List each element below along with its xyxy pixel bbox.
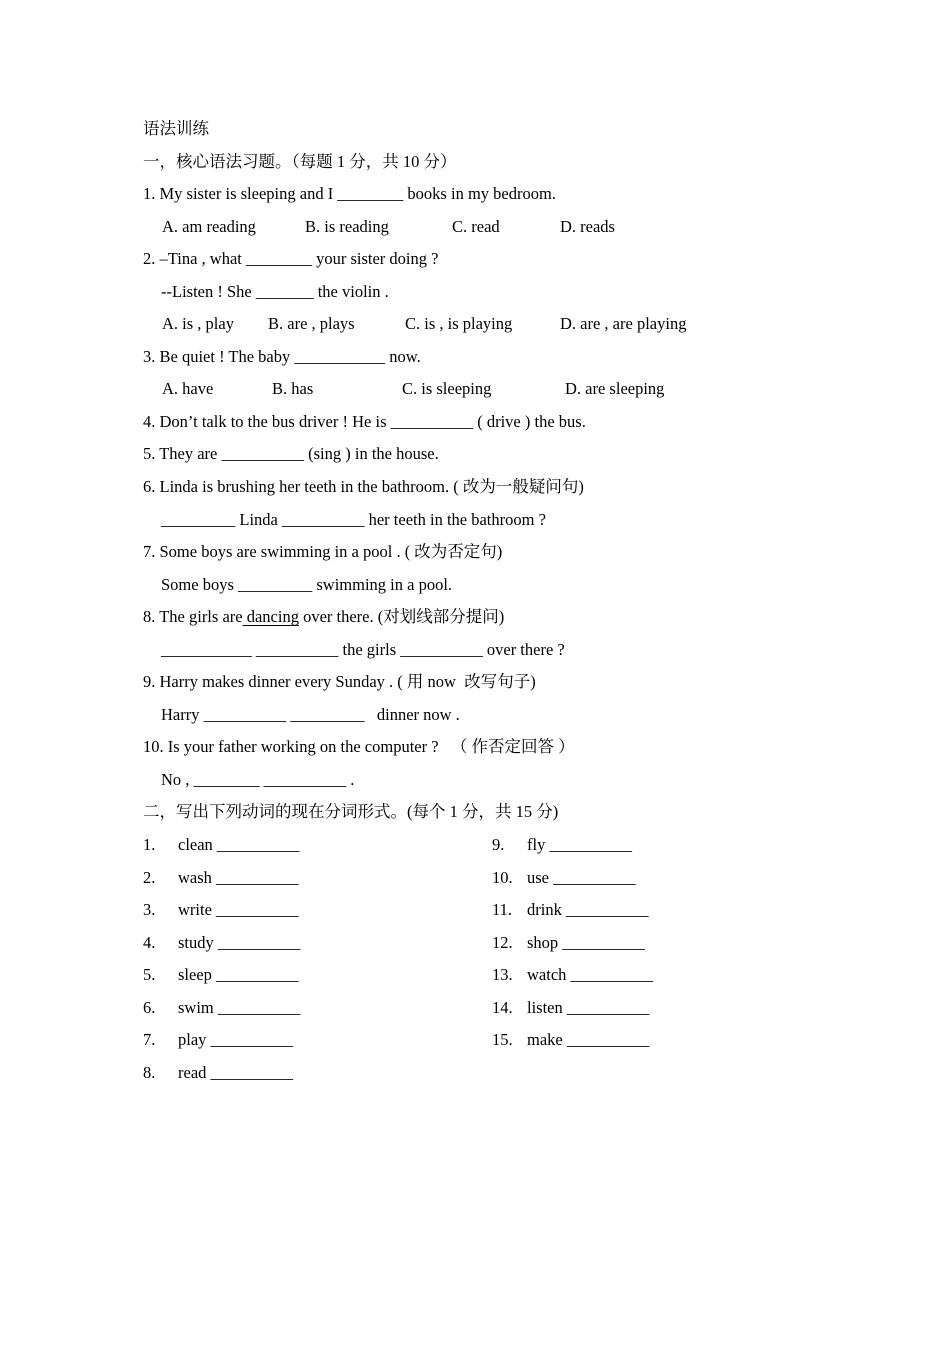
verb-number: 6. [143,997,156,1017]
verb-item-shop: shop __________ [527,932,645,952]
q1-options-row [0,211,950,244]
q8-answer-line: ___________ __________ the girls __________ over there ? [161,639,565,659]
verb-item-use: use __________ [527,867,636,887]
document-title: 语法训练 [143,119,209,138]
q3-option-b: B. has [272,379,314,399]
verb-number: 7. [143,1030,156,1050]
verb-number: 3. [143,900,156,920]
verb-number: 9. [492,835,505,855]
verb-item-sleep: sleep __________ [178,965,299,985]
q2-stem-line2: --Listen ! She _______ the violin . [161,281,389,301]
q7-stem-line1: 7. Some boys are swimming in a pool . ( 改为否定句) [143,542,503,562]
verb-number: 13. [492,965,513,985]
q7-answer-line: Some boys _________ swimming in a pool. [161,574,453,594]
verb-row-7 [0,1024,950,1057]
q6-answer-line: _________ Linda __________ her teeth in the bathroom ? [161,509,546,529]
q1-option-b: B. is reading [305,216,389,236]
verb-number: 12. [492,932,513,952]
q4-stem: 4. Don’t talk to the bus driver ! He is __________ ( drive ) the bus. [143,411,586,431]
q8-stem-post: over there. (对划线部分提问) [298,607,505,627]
verb-row-4 [0,927,950,960]
q9-answer-line: Harry __________ _________ dinner now . [161,704,460,724]
q2-stem-line1: 2. –Tina , what ________ your sister doing ? [143,249,439,269]
q3-stem: 3. Be quiet ! The baby ___________ now. [143,346,421,366]
verb-row-2 [0,862,950,895]
verb-item-study: study __________ [178,932,301,952]
section2-heading: 二，写出下列动词的现在分词形式。(每个 1 分，共 15 分) [143,802,559,822]
verb-row-8 [0,1057,950,1090]
verb-item-fly: fly __________ [527,835,632,855]
q9-stem-line1: 9. Harry makes dinner every Sunday . ( 用 now 改写句子) [143,672,536,692]
q3-option-a: A. have [162,379,214,399]
q1-option-a: A. am reading [162,216,256,236]
verb-number: 2. [143,867,156,887]
verb-number: 15. [492,1030,513,1050]
q8-underlined-word: dancing [242,607,299,627]
q2-option-b: B. are , plays [268,314,355,334]
q2-options-row [0,308,950,341]
verb-row-5 [0,959,950,992]
q8-stem-line1 [0,601,950,634]
q8-stem-pre: 8. The girls are [143,607,243,627]
verb-number: 1. [143,835,156,855]
verb-number: 10. [492,867,513,887]
document-body [0,113,950,1089]
verb-item-drink: drink __________ [527,900,649,920]
q1-option-d: D. reads [560,216,615,236]
q3-option-d: D. are sleeping [565,379,665,399]
verb-item-read: read __________ [178,1062,294,1082]
q5-stem: 5. They are __________ (sing ) in the house. [143,444,439,464]
verb-item-watch: watch __________ [527,965,654,985]
verb-item-swim: swim __________ [178,997,301,1017]
verb-number: 5. [143,965,156,985]
verb-number: 8. [143,1062,156,1082]
q2-option-a: A. is , play [162,314,234,334]
q2-option-c: C. is , is playing [405,314,513,334]
verb-item-wash: wash __________ [178,867,299,887]
q10-answer-line: No , ________ __________ . [161,769,355,789]
verb-item-make: make __________ [527,1030,650,1050]
verb-number: 4. [143,932,156,952]
verb-number: 14. [492,997,513,1017]
q2-option-d: D. are , are playing [560,314,687,334]
q6-stem-line1: 6. Linda is brushing her teeth in the bathroom. ( 改为一般疑问句) [143,477,584,497]
verb-item-play: play __________ [178,1030,294,1050]
verb-item-listen: listen __________ [527,997,650,1017]
verb-row-1 [0,829,950,862]
q1-stem: 1. My sister is sleeping and I ________ books in my bedroom. [143,184,556,204]
q3-option-c: C. is sleeping [402,379,492,399]
verb-row-3 [0,894,950,927]
q1-option-c: C. read [452,216,500,236]
verb-row-6 [0,992,950,1025]
verb-number: 11. [492,900,513,920]
section1-heading: 一，核心语法习题。（每题 1 分，共 10 分） [143,151,457,171]
q3-options-row [0,373,950,406]
verb-item-clean: clean __________ [178,835,300,855]
verb-item-write: write __________ [178,900,299,920]
q10-stem-line1: 10. Is your father working on the computer ? （ 作否定回答 ） [143,737,575,757]
